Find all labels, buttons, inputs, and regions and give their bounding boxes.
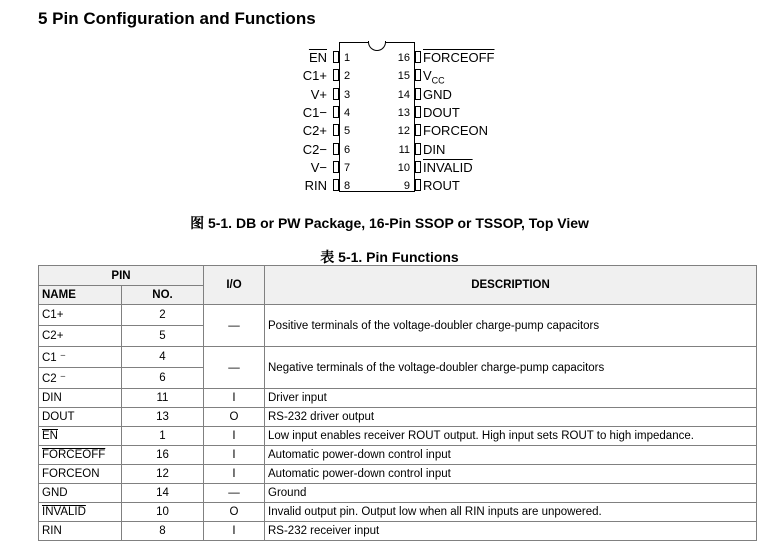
pin-label: V+ bbox=[310, 86, 327, 102]
pin-label: RIN bbox=[304, 178, 327, 194]
io-cell: I bbox=[204, 522, 265, 541]
table-row bbox=[39, 389, 757, 408]
pin-lead bbox=[333, 143, 339, 155]
section-title: 5 Pin Configuration and Functions bbox=[38, 9, 316, 28]
pin-lead bbox=[333, 161, 339, 173]
pin-number-cell: 12 bbox=[122, 465, 204, 484]
description-cell: RS-232 receiver input bbox=[265, 522, 757, 541]
pin-name-cell: C1+ bbox=[39, 305, 122, 326]
pin-label bbox=[423, 68, 445, 86]
table-row bbox=[39, 427, 757, 446]
pin-label-subscript: CC bbox=[431, 75, 445, 86]
pin-label-text: INVALID bbox=[423, 159, 473, 175]
description-cell: Driver input bbox=[265, 389, 757, 408]
pin-lead bbox=[333, 106, 339, 118]
pin-name-cell: C1 ⁻ bbox=[39, 347, 122, 368]
pin-label: C2+ bbox=[302, 123, 327, 139]
table-caption: 表 5-1. Pin Functions bbox=[320, 249, 459, 265]
pin-lead bbox=[333, 179, 339, 191]
pin-number: 5 bbox=[344, 125, 351, 138]
pin-number-cell: 5 bbox=[122, 326, 204, 347]
pin-number-cell: 10 bbox=[122, 503, 204, 522]
pin-label bbox=[423, 105, 460, 120]
pin-label: C1+ bbox=[302, 68, 327, 84]
pin-label bbox=[423, 87, 452, 102]
pin-label-text: DOUT bbox=[423, 104, 460, 120]
pin-number-cell: 2 bbox=[122, 305, 204, 326]
pin-label bbox=[423, 178, 460, 193]
io-cell: I bbox=[204, 389, 265, 408]
pin-number-cell: 8 bbox=[122, 522, 204, 541]
pin-number: 11 bbox=[398, 143, 410, 156]
pin-number: 3 bbox=[344, 88, 351, 101]
pin-number: 10 bbox=[397, 161, 410, 174]
pin-name-cell: FORCEON bbox=[39, 465, 122, 484]
pin-number-cell: 14 bbox=[122, 484, 204, 503]
description-cell: Automatic power-down control input bbox=[265, 446, 757, 465]
pin-label: C2− bbox=[302, 141, 327, 157]
pin-number: 8 bbox=[344, 180, 351, 193]
io-cell: I bbox=[204, 465, 265, 484]
pin-name-cell: DIN bbox=[39, 389, 122, 408]
pin-lead bbox=[415, 106, 421, 118]
io-cell: O bbox=[204, 408, 265, 427]
pin-label bbox=[423, 160, 473, 175]
header-no: NO. bbox=[122, 286, 204, 305]
pin-number-cell: 16 bbox=[122, 446, 204, 465]
description-cell: Positive terminals of the voltage-doubler charge-pump capacitors bbox=[265, 305, 757, 347]
figure-caption: 图 5-1. DB or PW Package, 16-Pin SSOP or TSSOP, Top View bbox=[190, 215, 589, 231]
io-cell: I bbox=[204, 446, 265, 465]
pin-lead bbox=[333, 88, 339, 100]
pin-lead bbox=[333, 51, 339, 63]
description-cell: RS-232 driver output bbox=[265, 408, 757, 427]
io-cell: O bbox=[204, 503, 265, 522]
pin-label bbox=[423, 142, 445, 157]
pin-number: 16 bbox=[397, 52, 410, 64]
table-row bbox=[39, 446, 757, 465]
header-name: NAME bbox=[39, 286, 122, 305]
pin-number: 4 bbox=[344, 106, 351, 119]
pin-number: 13 bbox=[397, 106, 410, 119]
pin-number: 9 bbox=[403, 180, 410, 193]
pin-number: 2 bbox=[344, 70, 351, 83]
pin-lead bbox=[415, 88, 421, 100]
pin-number: 7 bbox=[344, 161, 351, 174]
pin-name-cell: $\overline{EN}$ bbox=[39, 427, 122, 446]
header-io: I/O bbox=[204, 266, 265, 305]
description-cell: Negative terminals of the voltage-doubler charge-pump capacitors bbox=[265, 347, 757, 389]
pin-number-cell: 1 bbox=[122, 427, 204, 446]
pin-number-cell: 13 bbox=[122, 408, 204, 427]
pin-number: 1 bbox=[344, 52, 351, 64]
table-body bbox=[39, 305, 757, 541]
pin-number: 6 bbox=[344, 143, 351, 156]
pin-name-cell: FORCEOFF bbox=[39, 446, 122, 465]
table-row bbox=[39, 465, 757, 484]
pin-number-cell: 6 bbox=[122, 368, 204, 389]
pin-lead bbox=[415, 69, 421, 81]
pin-label: $\overline{EN}$ bbox=[308, 50, 327, 65]
pin-functions-table bbox=[38, 265, 757, 541]
pin-number-cell: 4 bbox=[122, 347, 204, 368]
table-row bbox=[39, 484, 757, 503]
io-cell: — bbox=[204, 347, 265, 389]
pin-number: 15 bbox=[397, 70, 410, 83]
header-description: DESCRIPTION bbox=[265, 266, 757, 305]
pin-label-text: ROUT bbox=[423, 178, 460, 194]
description-cell: Automatic power-down control input bbox=[265, 465, 757, 484]
io-cell: I bbox=[204, 427, 265, 446]
table-row bbox=[39, 305, 757, 326]
pin-lead bbox=[415, 143, 421, 155]
pin-label-text: FORCEON bbox=[423, 123, 488, 139]
pin-lead bbox=[333, 69, 339, 81]
pin-lead bbox=[333, 124, 339, 136]
pin-number: 14 bbox=[397, 88, 410, 101]
pin-label-text: GND bbox=[423, 86, 452, 102]
pin-name-cell: DOUT bbox=[39, 408, 122, 427]
table-row bbox=[39, 408, 757, 427]
pin-label-text: DIN bbox=[423, 141, 446, 157]
io-cell: — bbox=[204, 484, 265, 503]
pin-lead bbox=[415, 124, 421, 136]
pin-label-text: FORCEOFF bbox=[423, 50, 495, 65]
pin-name-cell: INVALID bbox=[39, 503, 122, 522]
header-pin: PIN bbox=[39, 266, 204, 286]
pin-lead bbox=[415, 161, 421, 173]
pin-lead bbox=[415, 51, 421, 63]
pin-name-cell: C2 ⁻ bbox=[39, 368, 122, 389]
pin-name-cell: C2+ bbox=[39, 326, 122, 347]
description-cell: Ground bbox=[265, 484, 757, 503]
pin-label: V− bbox=[310, 159, 327, 175]
description-cell: Invalid output pin. Output low when all RIN inputs are unpowered. bbox=[265, 503, 757, 522]
pin-name-cell: GND bbox=[39, 484, 122, 503]
pin-name-cell: RIN bbox=[39, 522, 122, 541]
table-row bbox=[39, 347, 757, 368]
pin-lead bbox=[415, 179, 421, 191]
pin-label bbox=[423, 50, 495, 65]
io-cell: — bbox=[204, 305, 265, 347]
pin-number: 12 bbox=[397, 125, 410, 138]
chip-notch bbox=[368, 41, 386, 51]
description-cell: Low input enables receiver ROUT output. High input sets ROUT to high impedance. bbox=[265, 427, 757, 446]
pin-label bbox=[423, 123, 488, 138]
table-row bbox=[39, 522, 757, 541]
table-row bbox=[39, 503, 757, 522]
pin-number-cell: 11 bbox=[122, 389, 204, 408]
pin-label: C1− bbox=[302, 104, 327, 120]
pin-label-text: V bbox=[423, 68, 432, 84]
